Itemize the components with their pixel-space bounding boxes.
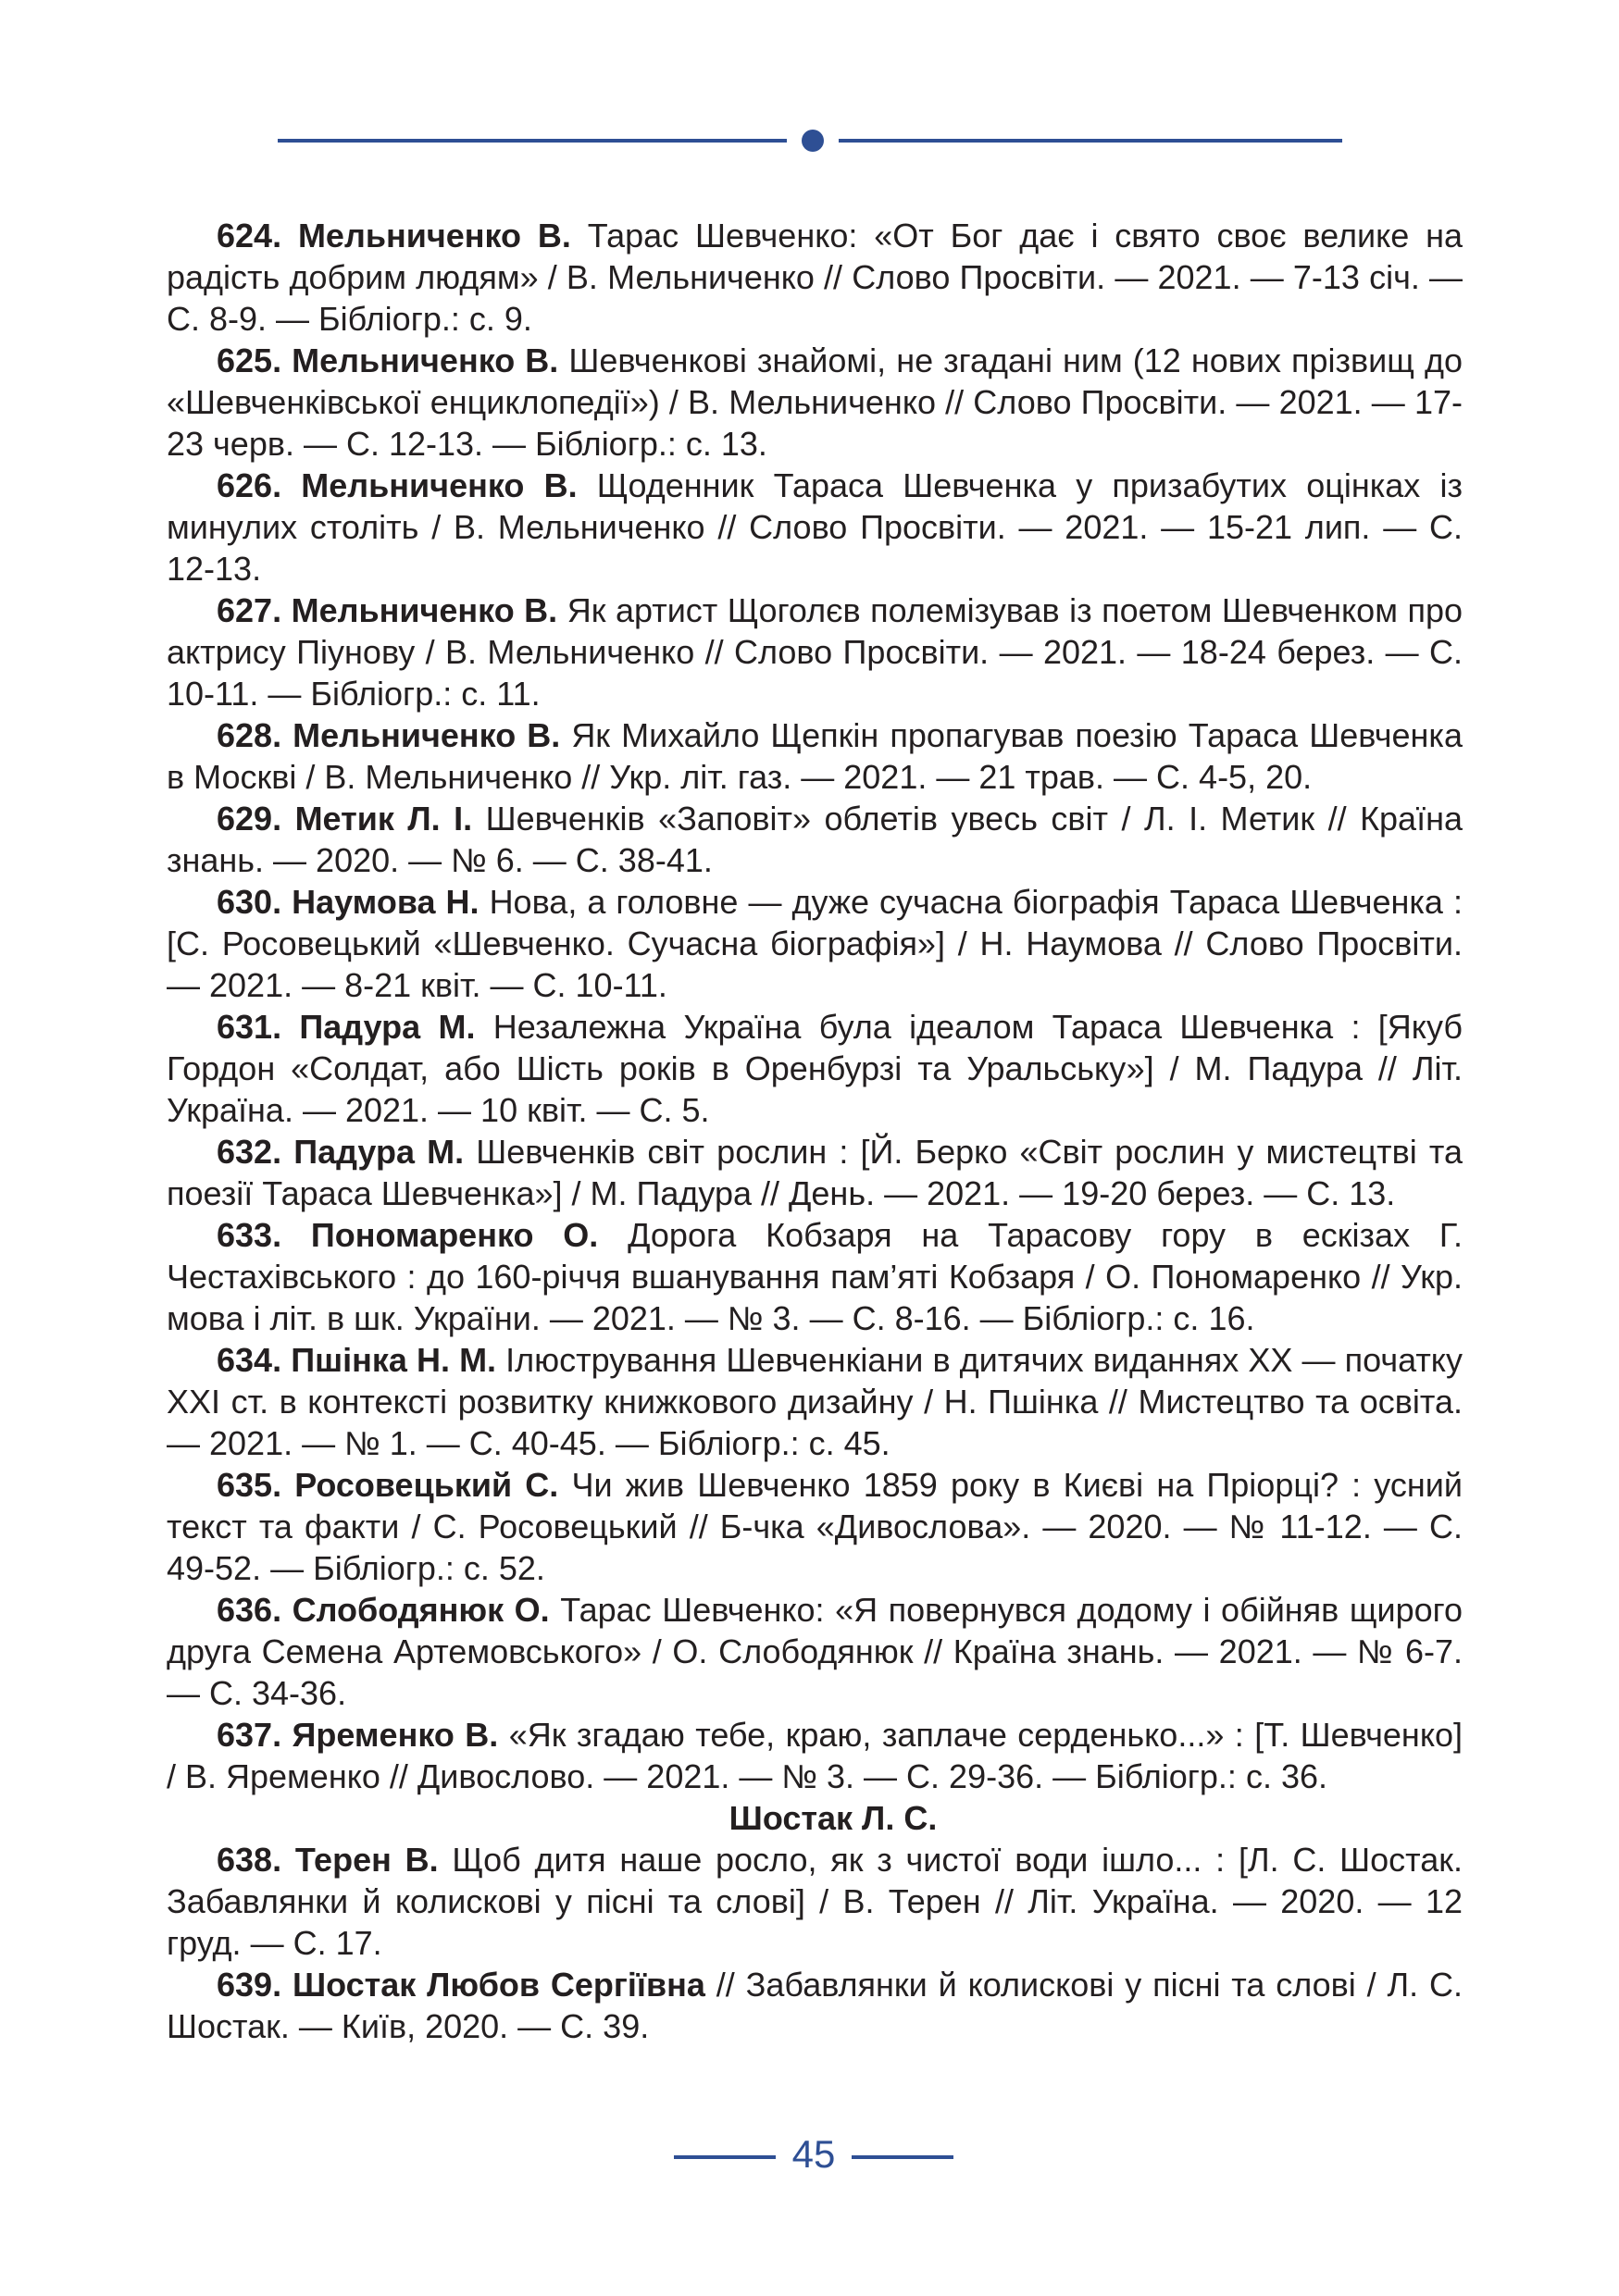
page-number: 45 bbox=[791, 2132, 836, 2176]
entry-author: Метик Л. І. bbox=[294, 800, 473, 838]
entry-author: Падура М. bbox=[299, 1008, 476, 1046]
footer-line-left bbox=[674, 2155, 776, 2159]
entry-number: 637. bbox=[217, 1716, 282, 1754]
entry-author: Наумова Н. bbox=[292, 883, 479, 921]
bibliography-entry bbox=[167, 1839, 1463, 1964]
entry-text: Нова, а головне — дуже сучасна біографія Тараса Шевченка : [С. Росовецький «Шевченко. Сучасна біографія»] / Н. Наумова // Слово Просвіти. — 2021. — 8-21 квіт. — С. 10-11. bbox=[167, 883, 1463, 1004]
bibliography-entry bbox=[167, 798, 1463, 881]
entry-number: 632. bbox=[217, 1133, 282, 1171]
bibliography-entry bbox=[167, 1964, 1463, 2047]
entry-text: Шевченкові знайомі, не згадані ним (12 нових прізвищ до «Шевченківської енциклопедії») / В. Мельниченко // Слово Просвіти. — 2021. — 17-23 черв. — С. 12-13. — Бібліогр.: с. 13. bbox=[167, 341, 1463, 463]
entry-number: 630. bbox=[217, 883, 282, 921]
entry-author: Слободянюк О. bbox=[292, 1591, 550, 1629]
entry-author: Терен В. bbox=[294, 1841, 439, 1879]
bibliography-entry bbox=[167, 1131, 1463, 1214]
ornament-line-left bbox=[278, 139, 787, 143]
entry-author: Падура М. bbox=[293, 1133, 465, 1171]
footer-line-right bbox=[852, 2155, 953, 2159]
entry-text: Шевченків світ рослин : [Й. Берко «Світ рослин у мистецтві та поезії Тараса Шевченка»] / М. Падура // День. — 2021. — 19-20 берез. — С. 13. bbox=[167, 1133, 1463, 1212]
entry-text: «Як згадаю тебе, краю, заплаче серденько...» : [Т. Шевченко] / В. Яременко // Дивослово. — 2021. — № 3. — С. 29-36. — Бібліогр.: с. 36. bbox=[167, 1716, 1463, 1795]
bibliography-entry bbox=[167, 714, 1463, 798]
entry-number: 625. bbox=[217, 341, 282, 379]
entry-text: Чи жив Шевченко 1859 року в Києві на Пріорці? : усний текст та факти / С. Росовецький // Б-чка «Дивослова». — 2020. — № 11-12. — С. 49-52. — Бібліогр.: с. 52. bbox=[167, 1466, 1463, 1587]
entry-text: Незалежна Україна була ідеалом Тараса Шевченка : [Якуб Гордон «Солдат, або Шість років в Оренбурзі та Уральську»] / М. Падура // Літ. Україна. — 2021. — 10 квіт. — С. 5. bbox=[167, 1008, 1463, 1129]
entry-number: 629. bbox=[217, 800, 282, 838]
entry-text: Щоденник Тараса Шевченка у призабутих оцінках із минулих століть / В. Мельниченко // Слово Просвіти. — 2021. — 15-21 лип. — С. 12-13. bbox=[167, 466, 1463, 588]
bibliography-entry bbox=[167, 1214, 1463, 1339]
bibliography-entry bbox=[167, 1006, 1463, 1131]
bibliography-entry bbox=[167, 1464, 1463, 1589]
entry-text: Дорога Кобзаря на Тарасову гору в ескізах Г. Честахівського : до 160-річчя вшанування пам’яті Кобзаря / О. Пономаренко // Укр. мова і літ. в шк. України. — 2021. — № 3. — С. 8-16. — Бібліогр.: с. 16. bbox=[167, 1216, 1463, 1337]
entry-author: Мельниченко В. bbox=[297, 217, 571, 254]
ornament-line-right bbox=[839, 139, 1342, 143]
bibliography-entry bbox=[167, 1714, 1463, 1797]
bibliography-entry bbox=[167, 340, 1463, 465]
entry-number: 635. bbox=[217, 1466, 282, 1504]
entry-number: 633. bbox=[217, 1216, 282, 1254]
entry-text: // Забавлянки й колискові у пісні та слові / Л. С. Шостак. — Київ, 2020. — С. 39. bbox=[167, 1966, 1463, 2045]
bibliography-entry bbox=[167, 881, 1463, 1006]
entry-text: Як артист Щоголєв полемізував із поетом Шевченком про актрису Піунову / В. Мельниченко // Слово Просвіти. — 2021. — 18-24 берез. — С. 10-11. — Бібліогр.: с. 11. bbox=[167, 591, 1463, 713]
entry-text: Шевченків «Заповіт» облетів увесь світ / Л. І. Метик // Країна знань. — 2020. — № 6. — С. 38-41. bbox=[167, 800, 1463, 879]
entry-number: 627. bbox=[217, 591, 282, 629]
entry-number: 639. bbox=[217, 1966, 282, 2004]
entry-text: Щоб дитя наше росло, як з чистої води ішло... : [Л. С. Шостак. Забавлянки й колискові у пісні та слові] / В. Терен // Літ. Україна. — 2020. — 12 груд. — С. 17. bbox=[167, 1841, 1463, 1962]
entry-author: Мельниченко В. bbox=[301, 466, 578, 504]
top-ornament bbox=[278, 130, 1342, 152]
entry-number: 628. bbox=[217, 716, 282, 754]
entry-author: Яременко В. bbox=[292, 1716, 499, 1754]
ornament-dot bbox=[802, 130, 824, 152]
entry-author: Росовецький С. bbox=[294, 1466, 559, 1504]
bibliography-entry bbox=[167, 590, 1463, 714]
entry-text: Тарас Шевченко: «Я повернувся додому і обійняв щирого друга Семена Артемовського» / О. Слободянюк // Країна знань. — 2021. — № 6-7. — С. 34-36. bbox=[167, 1591, 1463, 1712]
entry-author: Пшінка Н. М. bbox=[291, 1341, 497, 1379]
bibliography-entry bbox=[167, 215, 1463, 340]
entry-author: Мельниченко В. bbox=[292, 341, 559, 379]
entry-text: Ілюстрування Шевченкіани в дитячих виданнях ХХ — початку XXI ст. в контексті розвитку книжкового дизайну / Н. Пшінка // Мистецтво та освіта. — 2021. — № 1. — С. 40-45. — Бібліогр.: с. 45. bbox=[167, 1341, 1463, 1462]
entry-number: 631. bbox=[217, 1008, 282, 1046]
section-heading: Шостак Л. С. bbox=[729, 1799, 938, 1837]
entry-number: 636. bbox=[217, 1591, 282, 1629]
entry-text: Як Михайло Щепкін пропагував поезію Тараса Шевченка в Москві / В. Мельниченко // Укр. літ. газ. — 2021. — 21 трав. — С. 4-5, 20. bbox=[167, 716, 1463, 796]
entry-number: 624. bbox=[217, 217, 282, 254]
entry-author: Шостак Любов Сергіївна bbox=[292, 1966, 705, 2004]
entry-author: Мельниченко В. bbox=[293, 716, 561, 754]
entries-group-1 bbox=[167, 215, 1463, 1797]
bibliography-list bbox=[167, 215, 1463, 2047]
entry-text: Тарас Шевченко: «От Бог дає і свято своє велике на радість добрим людям» / В. Мельниченко // Слово Просвіти. — 2021. — 7-13 січ. — С. 8-9. — Бібліогр.: с. 9. bbox=[167, 217, 1463, 338]
bibliography-entry bbox=[167, 465, 1463, 590]
entry-number: 626. bbox=[217, 466, 282, 504]
bibliography-entry bbox=[167, 1589, 1463, 1714]
entry-number: 638. bbox=[217, 1841, 282, 1879]
entries-group-2 bbox=[167, 1839, 1463, 2047]
entry-number: 634. bbox=[217, 1341, 282, 1379]
bibliography-entry bbox=[167, 1339, 1463, 1464]
page-footer bbox=[0, 2128, 1619, 2184]
entry-author: Мельниченко В. bbox=[291, 591, 558, 629]
entry-author: Пономаренко О. bbox=[310, 1216, 599, 1254]
